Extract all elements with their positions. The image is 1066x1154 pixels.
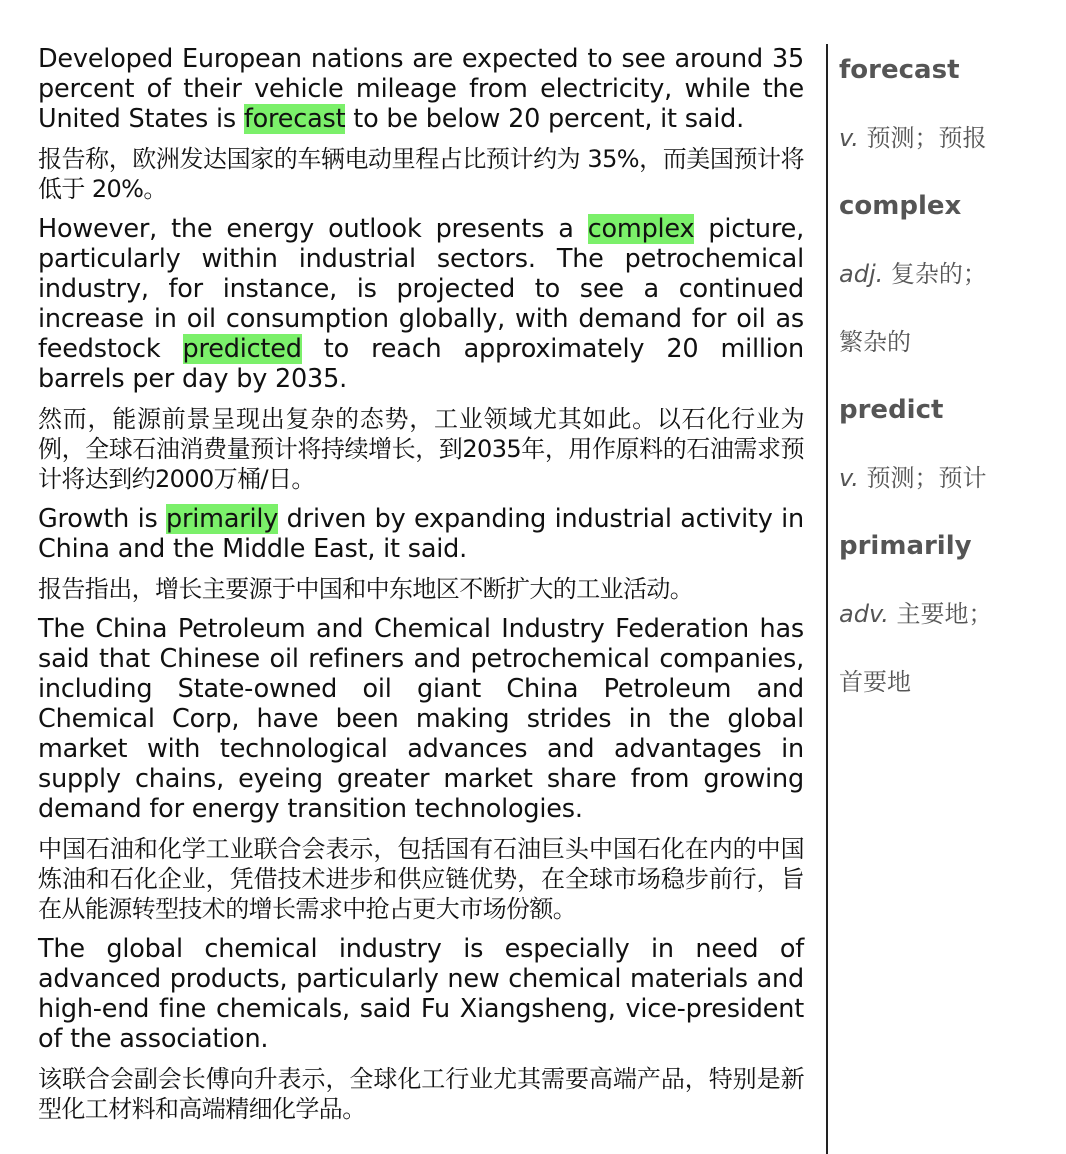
vocabulary-sidebar bbox=[839, 52, 1054, 732]
vocab-pos: v. bbox=[839, 464, 859, 492]
vocab-meaning: 预测；预计 bbox=[858, 464, 987, 492]
paragraph-zh-1: 报告称，欧洲发达国家的车辆电动里程占比预计约为 35%，而美国预计将低于 20%。 bbox=[38, 145, 804, 203]
paragraph-en-4: The China Petroleum and Chemical Industry Federation has said that Chinese oil refiners and petrochemical companies, including State-owned oil giant China Petroleum and Chemical Corp, have been making strides in the global market with technological advances and advantages in supply chains, eyeing greater market share from growing demand for energy transition technologies. bbox=[38, 614, 804, 824]
vocab-pos: adv. bbox=[839, 600, 889, 628]
text-segment: to reach approximately 20 million barrels per day by 2035. bbox=[38, 334, 804, 394]
text-segment: Growth is bbox=[38, 504, 167, 534]
paragraph-en-5: The global chemical industry is especially in need of advanced products, particularly new chemical materials and high-end fine chemicals, said Fu Xiangsheng, vice-president of the association. bbox=[38, 934, 804, 1054]
vocab-pos: v. bbox=[839, 124, 859, 152]
paragraph-zh-5: 该联合会副会长傅向升表示，全球化工行业尤其需要高端产品，特别是新型化工材料和高端精细化学品。 bbox=[38, 1065, 804, 1123]
paragraph-zh-4: 中国石油和化学工业联合会表示，包括国有石油巨头中国石化在内的中国炼油和石化企业，凭借技术进步和供应链优势，在全球市场稳步前行，旨在从能源转型技术的增长需求中抢占更大市场份额。 bbox=[38, 835, 804, 923]
vocab-meaning: 复杂的； bbox=[883, 260, 987, 288]
vocab-definition-primarily bbox=[839, 596, 1054, 700]
highlight-complex[interactable]: complex bbox=[587, 214, 695, 244]
highlight-forecast[interactable]: forecast bbox=[243, 104, 346, 134]
vocab-word-complex: complex bbox=[839, 191, 962, 221]
column-divider bbox=[826, 44, 828, 1154]
vocab-definition-complex bbox=[839, 256, 1054, 360]
paragraph-en-1 bbox=[38, 44, 804, 134]
paragraph-zh-3: 报告指出，增长主要源于中国和中东地区不断扩大的工业活动。 bbox=[38, 575, 694, 603]
text-segment: to be below 20 percent, it said. bbox=[345, 104, 745, 134]
vocab-pos: adj. bbox=[839, 260, 884, 288]
highlight-predicted[interactable]: predicted bbox=[182, 334, 302, 364]
vocab-meaning: 主要地； bbox=[888, 600, 993, 628]
article-body bbox=[38, 44, 804, 1134]
text-segment: Developed European nations are expected to see around 35 percent of their vehicle mileage from electricity, while the United States is bbox=[38, 44, 804, 134]
vocab-meaning-continued: 繁杂的 bbox=[839, 328, 911, 356]
vocab-word-primarily: primarily bbox=[839, 531, 972, 561]
vocab-definition-forecast bbox=[839, 120, 1054, 156]
paragraph-en-2 bbox=[38, 214, 804, 394]
paragraph-en-3 bbox=[38, 504, 804, 564]
text-segment: picture, particularly within industrial sectors. The petrochemical industry, for instance, is projected to see a continued increase in oil consumption globally, with demand for oil as feedstock bbox=[38, 214, 804, 364]
vocab-meaning: 预测；预报 bbox=[858, 124, 987, 152]
paragraph-zh-2: 然而，能源前景呈现出复杂的态势，工业领域尤其如此。以石化行业为例，全球石油消费量预计将持续增长，到2035年，用作原料的石油需求预计将达到约2000万桶/日。 bbox=[38, 405, 804, 493]
highlight-primarily[interactable]: primarily bbox=[166, 504, 279, 534]
vocab-meaning-continued: 首要地 bbox=[839, 668, 911, 696]
text-segment: However, the energy outlook presents a bbox=[38, 214, 588, 244]
text-segment: driven by expanding industrial activity in China and the Middle East, it said. bbox=[38, 504, 804, 564]
vocab-definition-predict bbox=[839, 460, 1054, 496]
vocab-word-forecast: forecast bbox=[839, 55, 960, 85]
vocab-word-predict: predict bbox=[839, 395, 944, 425]
